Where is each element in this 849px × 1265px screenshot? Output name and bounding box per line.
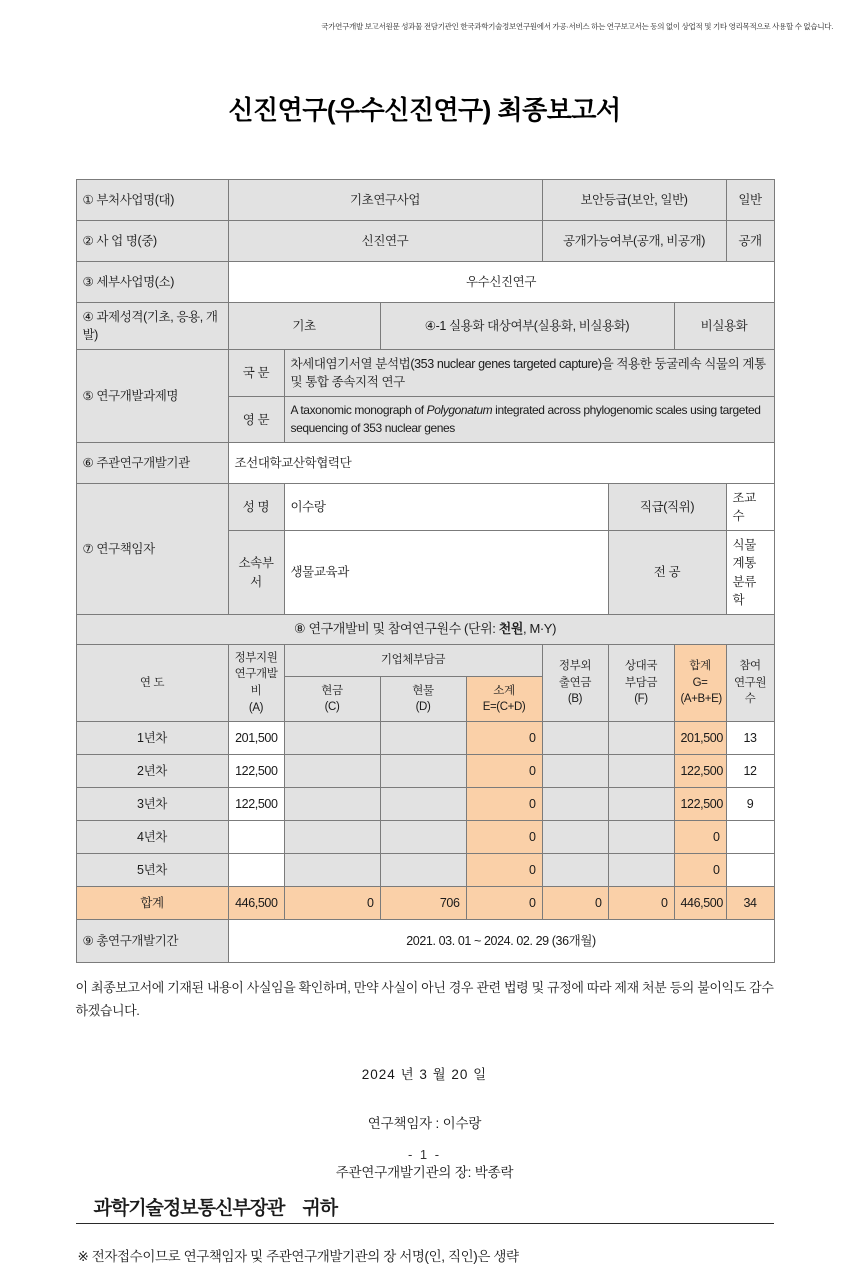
budget-total-c: 0 — [284, 887, 380, 920]
budget-cell-d — [380, 788, 466, 821]
field-value-title-korean: 차세대염기서열 분석법(353 nuclear genes targeted capture)을 적용한 둥굴레속 식물의 계통 및 통합 종속지적 연구 — [284, 350, 774, 397]
minister-honorific: 귀하 — [302, 1197, 338, 1219]
partner-line1: 상대국 — [624, 659, 658, 672]
budget-cell-e: 0 — [466, 854, 542, 887]
gov-ext-line3: (B) — [567, 693, 583, 706]
field-label-security-grade: 보안등급(보안, 일반) — [542, 179, 726, 220]
budget-col-inkind — [380, 677, 466, 722]
budget-col-partner-country — [608, 644, 674, 722]
banner-unit-bold: 천원 — [498, 620, 524, 636]
budget-total-f: 0 — [608, 887, 674, 920]
field-value-pi-major: 식물계통분류학 — [726, 531, 774, 615]
budget-cell-f — [608, 854, 674, 887]
field-value-project-nature: 기초 — [228, 302, 380, 349]
field-label-pi-rank: 직급(직위) — [608, 484, 726, 531]
budget-total-row — [76, 887, 774, 920]
table-row — [76, 350, 774, 397]
budget-col-company-group: 기업체부담금 — [284, 644, 542, 677]
gov-support-line2: 연구개발비 — [234, 668, 278, 697]
budget-cell-a — [228, 821, 284, 854]
budget-year-label: 1년차 — [76, 722, 228, 755]
table-row — [76, 302, 774, 349]
budget-year-label: 2년차 — [76, 755, 228, 788]
partner-line3: (F) — [634, 693, 648, 706]
gov-support-line1: 정부지원 — [234, 651, 278, 664]
electronic-submission-note: ※ 전자접수이므로 연구책임자 및 주관연구개발기관의 장 서명(인, 직인)은 생략 — [77, 1248, 519, 1264]
budget-total-label: 합계 — [76, 887, 228, 920]
field-value-total-period: 2021. 03. 01 ~ 2024. 02. 29 (36개월) — [228, 920, 774, 963]
report-cover-table-wrap — [76, 179, 774, 964]
budget-cell-b — [542, 821, 608, 854]
budget-year-label: 4년차 — [76, 821, 228, 854]
field-value-lead-organization: 조선대학교산학협력단 — [228, 443, 774, 484]
gov-support-line3: (A) — [248, 701, 264, 714]
budget-cell-c — [284, 854, 380, 887]
budget-cell-g: 0 — [674, 821, 726, 854]
cash-line1: 현금 — [321, 684, 343, 697]
budget-col-subtotal — [466, 677, 542, 722]
budget-cell-a — [228, 854, 284, 887]
table-row — [76, 614, 774, 644]
banner-text-after: , M·Y) — [523, 620, 556, 636]
signature-date: 2024 년 3 월 20 일 — [361, 1066, 488, 1082]
field-label-project-nature: ④ 과제성격(기초, 응용, 개발) — [76, 302, 228, 349]
budget-cell-e: 0 — [466, 755, 542, 788]
budget-cell-a: 201,500 — [228, 722, 284, 755]
gov-ext-line2: 출연금 — [558, 676, 592, 689]
budget-cell-b — [542, 854, 608, 887]
budget-cell-c — [284, 755, 380, 788]
budget-cell-e: 0 — [466, 821, 542, 854]
field-label-lead-organization: ⑥ 주관연구개발기관 — [76, 443, 228, 484]
report-cover-table — [76, 179, 775, 964]
budget-total-a: 446,500 — [228, 887, 284, 920]
budget-cell-f — [608, 755, 674, 788]
budget-cell-f — [608, 722, 674, 755]
budget-cell-g: 122,500 — [674, 788, 726, 821]
staff-line1: 참여 — [739, 659, 761, 672]
cash-line2: (C) — [324, 701, 340, 714]
table-row — [76, 179, 774, 220]
page-number: - 1 - — [407, 1147, 442, 1162]
copyright-notice: 국가연구개발 보고서원문 성과물 전담기관인 한국과학기술정보연구원에서 가공·서비스 하는 연구보고서는 동의 없이 상업적 및 기타 영리목적으로 사용할 수 없습니다. — [321, 22, 833, 31]
budget-data-row — [76, 722, 774, 755]
table-row — [76, 920, 774, 963]
budget-cell-g: 0 — [674, 854, 726, 887]
field-value-security-grade: 일반 — [726, 179, 774, 220]
title-en-part1: A taxonomic monograph of — [290, 403, 427, 418]
budget-cell-a: 122,500 — [228, 788, 284, 821]
banner-text-before: ⑧ 연구개발비 및 참여연구원수 (단위: — [294, 620, 499, 636]
budget-cell-staff: 12 — [726, 755, 774, 788]
field-label-title-english: 영 문 — [228, 397, 284, 443]
budget-cell-e: 0 — [466, 722, 542, 755]
field-label-pi-department: 소속부서 — [228, 531, 284, 615]
page-title: 신진연구(우수신진연구) 최종보고서 — [228, 94, 621, 125]
subtotal-line1: 소계 — [493, 684, 515, 697]
budget-cell-g: 122,500 — [674, 755, 726, 788]
budget-total-b: 0 — [542, 887, 608, 920]
field-value-title-english — [284, 397, 774, 443]
field-label-ministry-program: ① 부처사업명(대) — [76, 179, 228, 220]
table-row — [76, 261, 774, 302]
budget-total-g: 446,500 — [674, 887, 726, 920]
field-value-sub-program: 우수신진연구 — [228, 261, 774, 302]
field-value-disclosure: 공개 — [726, 220, 774, 261]
field-label-total-period: ⑨ 총연구개발기간 — [76, 920, 228, 963]
signature-organization-head: 주관연구개발기관의 장: 박종락 — [335, 1164, 514, 1180]
budget-total-staff: 34 — [726, 887, 774, 920]
budget-cell-c — [284, 788, 380, 821]
grand-total-line2: G=(A+B+E) — [680, 676, 722, 706]
budget-cell-f — [608, 821, 674, 854]
field-label-pi-name: 성 명 — [228, 484, 284, 531]
inkind-line1: 현물 — [412, 684, 434, 697]
budget-data-row — [76, 854, 774, 887]
budget-col-year: 연 도 — [76, 644, 228, 722]
budget-cell-b — [542, 722, 608, 755]
budget-col-cash — [284, 677, 380, 722]
budget-data-row — [76, 755, 774, 788]
field-label-principal-investigator: ⑦ 연구책임자 — [76, 484, 228, 615]
budget-data-row — [76, 821, 774, 854]
budget-cell-staff — [726, 854, 774, 887]
declaration-statement: 이 최종보고서에 기재된 내용이 사실임을 확인하며, 만약 사실이 아닌 경우 관련 법령 및 규정에 따라 제재 처분 등의 불이익도 감수하겠습니다. — [75, 980, 774, 1019]
title-en-genus: Polygonatum — [426, 403, 493, 418]
budget-year-label: 3년차 — [76, 788, 228, 821]
partner-line2: 부담금 — [624, 676, 658, 689]
budget-col-gov-support — [228, 644, 284, 722]
budget-cell-b — [542, 788, 608, 821]
field-value-pi-rank: 조교수 — [726, 484, 774, 531]
budget-col-staff-count — [726, 644, 774, 722]
budget-year-label: 5년차 — [76, 854, 228, 887]
field-label-disclosure: 공개가능여부(공개, 비공개) — [542, 220, 726, 261]
budget-cell-d — [380, 722, 466, 755]
budget-section-banner — [76, 614, 774, 644]
budget-cell-staff: 9 — [726, 788, 774, 821]
budget-cell-e: 0 — [466, 788, 542, 821]
field-label-title-korean: 국 문 — [228, 350, 284, 397]
signature-principal-investigator: 연구책임자 : 이수랑 — [367, 1115, 482, 1131]
field-label-pi-major: 전 공 — [608, 531, 726, 615]
grand-total-line1: 합계 — [689, 659, 711, 672]
budget-col-grand-total — [674, 644, 726, 722]
budget-total-d: 706 — [380, 887, 466, 920]
minister-addressee-block — [76, 1193, 774, 1224]
budget-cell-c — [284, 722, 380, 755]
inkind-line2: (D) — [415, 701, 431, 714]
budget-cell-d — [380, 821, 466, 854]
field-value-ministry-program: 기초연구사업 — [228, 179, 542, 220]
budget-cell-d — [380, 854, 466, 887]
field-value-pi-department: 생물교육과 — [284, 531, 608, 615]
budget-cell-b — [542, 755, 608, 788]
title-en-part2: integrated across phylogenomic scales using targeted sequencing of 353 nuclear genes — [290, 403, 761, 435]
field-label-program-name: ② 사 업 명(중) — [76, 220, 228, 261]
gov-ext-line1: 정부외 — [558, 659, 592, 672]
budget-cell-a: 122,500 — [228, 755, 284, 788]
budget-cell-f — [608, 788, 674, 821]
field-value-pi-name: 이수랑 — [284, 484, 608, 531]
table-row — [76, 484, 774, 531]
field-value-commercialization: 비실용화 — [674, 302, 774, 349]
subtotal-line2: E=(C+D) — [482, 701, 526, 714]
budget-cell-staff: 13 — [726, 722, 774, 755]
field-label-project-title: ⑤ 연구개발과제명 — [76, 350, 228, 443]
table-row — [76, 220, 774, 261]
staff-line2: 연구원수 — [733, 676, 767, 706]
budget-total-e: 0 — [466, 887, 542, 920]
budget-data-row — [76, 788, 774, 821]
budget-cell-c — [284, 821, 380, 854]
field-label-sub-program: ③ 세부사업명(소) — [76, 261, 228, 302]
table-row — [76, 443, 774, 484]
budget-cell-g: 201,500 — [674, 722, 726, 755]
budget-cell-d — [380, 755, 466, 788]
budget-cell-staff — [726, 821, 774, 854]
field-label-commercialization: ④-1 실용화 대상여부(실용화, 비실용화) — [380, 302, 674, 349]
minister-title: 과학기술정보통신부장관 — [93, 1197, 285, 1219]
budget-col-gov-external — [542, 644, 608, 722]
budget-header-row — [76, 644, 774, 677]
field-value-program-name: 신진연구 — [228, 220, 542, 261]
